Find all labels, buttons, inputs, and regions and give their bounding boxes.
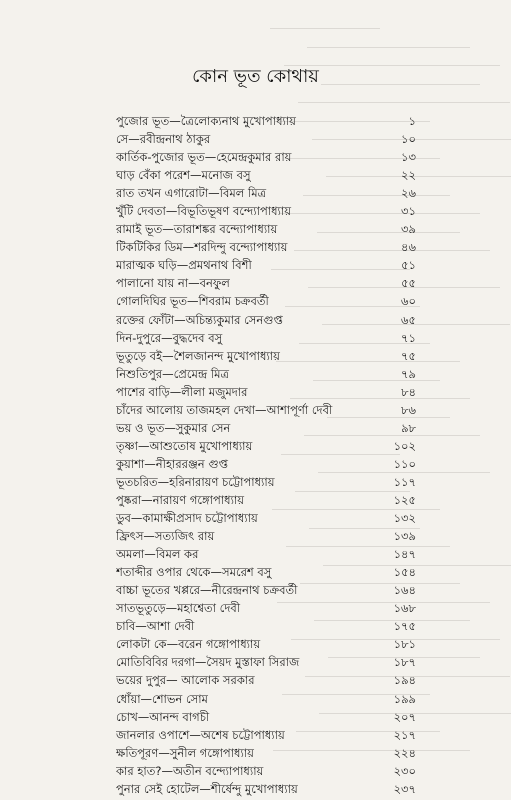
- toc-entry: [116, 419, 416, 437]
- toc-entry-title: পালানো যায় না—বনফুল: [116, 276, 230, 291]
- toc-entry-title: তৃষ্ণা—আশুতোষ মুখোপাধ্যায়: [116, 438, 253, 453]
- toc-entry-page-number: ২৩০: [393, 763, 416, 778]
- toc-entry-page-number: ৫৫: [401, 276, 416, 291]
- toc-entry-title: মোতিবিবির দরগা—সৈয়দ মুস্তাফা সিরাজ: [116, 655, 300, 670]
- toc-entry: [116, 473, 416, 491]
- toc-entry-page-number: ৭৯: [401, 366, 416, 381]
- toc-entry-page-number: ২২: [401, 168, 416, 183]
- toc-entry: [116, 527, 416, 545]
- toc-entry-title: ধোঁয়া—শোভন সোম: [116, 691, 208, 706]
- toc-entry-page-number: ১৮১: [393, 637, 416, 652]
- toc-entry: [116, 329, 416, 347]
- toc-entry: [116, 383, 416, 401]
- toc-entry-title: সাতভূতুড়ে—মহাশ্বেতা দেবী: [116, 601, 241, 616]
- toc-entry-title: টিকটিকির ডিম—শরদিন্দু বন্দ্যোপাধ্যায়: [116, 240, 288, 255]
- toc-entry: [116, 617, 416, 635]
- toc-entry-title: জানলার ওপাশে—অশেষ চট্টোপাধ্যায়: [116, 727, 285, 742]
- toc-entry-title: ফ্রিৎস—সত্যজিৎ রায়: [116, 529, 215, 544]
- toc-entry: [116, 671, 416, 689]
- toc-entry-title: পাশের বাড়ি—লীলা মজুমদার: [116, 384, 248, 399]
- toc-entry-title: অমলা—বিমল কর: [116, 547, 199, 562]
- toc-entry-title: পুনার সেই হোটেল—শীর্ষেন্দু মুখোপাধ্যায়: [116, 781, 298, 796]
- toc-entry-title: মারাত্মক ঘড়ি—প্রমথনাথ বিশী: [116, 258, 252, 273]
- toc-entry-page-number: ১৮৭: [393, 655, 416, 670]
- toc-entry-title: ভূতুড়ে বই—শৈলজানন্দ মুখোপাধ্যায়: [116, 348, 280, 363]
- toc-entry: [116, 112, 416, 130]
- toc-entry: [116, 311, 416, 329]
- toc-entry: [116, 491, 416, 509]
- toc-entry-page-number: ৭৫: [401, 348, 416, 363]
- toc-entry-title: ঘাড় বেঁকা পরেশ—মনোজ বসু: [116, 168, 251, 183]
- toc-entry-page-number: ২৬: [401, 186, 416, 201]
- toc-entry: [116, 509, 416, 527]
- toc-entry-page-number: ১৩৯: [393, 529, 416, 544]
- toc-entry-page-number: ১৪৭: [393, 547, 416, 562]
- toc-entry: [116, 726, 416, 744]
- toc-entry-title: ভূতচরিত—হরিনারায়ণ চট্টোপাধ্যায়: [116, 474, 275, 489]
- toc-entry-title: সে—রবীন্দ্রনাথ ঠাকুর: [116, 132, 211, 147]
- toc-entry: [116, 437, 416, 455]
- toc-entry-title: ক্ষতিপূরণ—সুনীল গঙ্গোপাধ্যায়: [116, 745, 254, 760]
- toc-entry: [116, 292, 416, 310]
- toc-entry-page-number: ২১৭: [393, 727, 416, 742]
- toc-entry-page-number: ১০: [401, 132, 416, 147]
- toc-entry-title: ভয় ও ভূত—সুকুমার সেন: [116, 420, 231, 435]
- toc-entry-page-number: ১: [408, 114, 416, 129]
- toc-entry-page-number: ৩৯: [401, 222, 416, 237]
- toc-entry: [116, 148, 416, 166]
- toc-entry-page-number: ১১০: [393, 456, 416, 471]
- toc-entry-page-number: ২২৪: [393, 745, 416, 760]
- toc-entry-title: ডুব—কামাক্ষীপ্রসাদ চট্টোপাধ্যায়: [116, 511, 258, 526]
- toc-entry: [116, 708, 416, 726]
- toc-entry: [116, 690, 416, 708]
- toc-entry: [116, 780, 416, 798]
- bleed-through-line: [298, 102, 510, 103]
- toc-entry-title: লোকটা কে—বরেন গঙ্গোপাধ্যায়: [116, 637, 261, 652]
- toc-entry-title: দিন-দুপুরে—বুদ্ধদেব বসু: [116, 330, 223, 345]
- toc-entry: [116, 238, 416, 256]
- bleed-through-line: [307, 47, 470, 48]
- toc-entry-page-number: ৮৬: [401, 402, 416, 417]
- toc-entry-title: চোখ—আনন্দ বাগচী: [116, 709, 210, 724]
- bleed-through-line: [270, 28, 380, 29]
- toc-entry: [116, 635, 416, 653]
- toc-entry-page-number: ১৩: [401, 150, 416, 165]
- toc-entry: [116, 744, 416, 762]
- toc-entry-page-number: ৯৮: [401, 420, 416, 435]
- toc-entry: [116, 256, 416, 274]
- toc-entry-page-number: ১৬৮: [393, 601, 416, 616]
- toc-entry-page-number: ৪৬: [401, 240, 416, 255]
- toc-entry-title: রাত তখন এগারোটা—বিমল মিত্র: [116, 186, 267, 201]
- table-of-contents: [116, 112, 416, 798]
- toc-entry: [116, 762, 416, 780]
- toc-entry-title: চাবি—আশা দেবী: [116, 619, 195, 634]
- toc-entry-title: শতাব্দীর ওপার থেকে—সমরেশ বসু: [116, 565, 272, 580]
- toc-entry: [116, 184, 416, 202]
- toc-entry-page-number: ১২৫: [393, 493, 416, 507]
- toc-entry-title: রক্তের ফোঁটা—অচিন্ত্যকুমার সেনগুপ্ত: [116, 312, 283, 327]
- toc-entry-page-number: ১১৭: [393, 474, 416, 489]
- toc-entry: [116, 545, 416, 563]
- toc-entry-title: রামাই ভূত—তারাশঙ্কর বন্দ্যোপাধ্যায়: [116, 222, 278, 237]
- toc-entry-page-number: ১৫৪: [393, 565, 416, 580]
- toc-entry-page-number: ৬০: [401, 294, 416, 309]
- toc-entry-title: পুজোর ভূত—ত্রৈলোক্যনাথ মুখোপাধ্যায়: [116, 114, 296, 129]
- toc-entry: [116, 401, 416, 419]
- toc-entry-page-number: ২৩৭: [393, 781, 416, 796]
- toc-entry-page-number: ১০২: [393, 438, 416, 453]
- toc-entry-title: গোলদিঘির ভূত—শিবরাম চক্রবর্তী: [116, 294, 269, 309]
- toc-entry-page-number: ১৯৯: [393, 691, 416, 706]
- toc-entry-page-number: ১৩২: [393, 511, 416, 526]
- toc-entry-page-number: ৭১: [401, 330, 416, 345]
- toc-entry: [116, 563, 416, 581]
- toc-entry-page-number: ১৬৪: [393, 583, 416, 598]
- toc-entry-title: কার্তিক-পুজোর ভূত—হেমেন্দ্রকুমার রায়: [116, 150, 292, 165]
- toc-entry: [116, 599, 416, 617]
- toc-entry-page-number: ১৯৪: [393, 673, 416, 688]
- toc-entry-page-number: ২০৭: [393, 709, 416, 724]
- toc-entry-title: খুঁটি দেবতা—বিভূতিভূষণ বন্দ্যোপাধ্যায়: [116, 204, 291, 219]
- toc-entry-title: নিশুতিপুর—প্রেমেন্দ্র মিত্র: [116, 366, 229, 381]
- toc-entry: [116, 581, 416, 599]
- toc-entry: [116, 347, 416, 365]
- toc-entry-title: বাচ্চা ভূতের খপ্পরে—নীরেন্দ্রনাথ চক্রবর্তী: [116, 583, 298, 598]
- toc-entry: [116, 365, 416, 383]
- toc-entry: [116, 455, 416, 473]
- toc-entry: [116, 166, 416, 184]
- toc-entry-title: কার হাত?—অতীন বন্দ্যোপাধ্যায়: [116, 763, 264, 778]
- toc-entry-title: চাঁদের আলোয় তাজমহল দেখা—আশাপূর্ণা দেবী: [116, 402, 333, 417]
- toc-entry-page-number: ৬৫: [401, 312, 416, 327]
- toc-entry-page-number: ৫১: [401, 258, 416, 273]
- page-title: কোন ভূত কোথায়: [192, 66, 319, 87]
- toc-entry: [116, 130, 416, 148]
- toc-entry: [116, 653, 416, 671]
- toc-entry: [116, 274, 416, 292]
- toc-entry: [116, 220, 416, 238]
- toc-entry-title: পুষ্করা—নারায়ণ গঙ্গোপাধ্যায়: [116, 493, 245, 507]
- toc-entry-page-number: ৮৪: [401, 384, 416, 399]
- toc-entry-title: ভয়ের দুপুর— আলোক সরকার: [116, 673, 255, 688]
- toc-entry-title: কুয়াশা—নীহাররঞ্জন গুপ্ত: [116, 456, 228, 471]
- toc-entry: [116, 202, 416, 220]
- toc-entry-page-number: ১৭৫: [393, 619, 416, 634]
- toc-entry-page-number: ৩১: [401, 204, 416, 219]
